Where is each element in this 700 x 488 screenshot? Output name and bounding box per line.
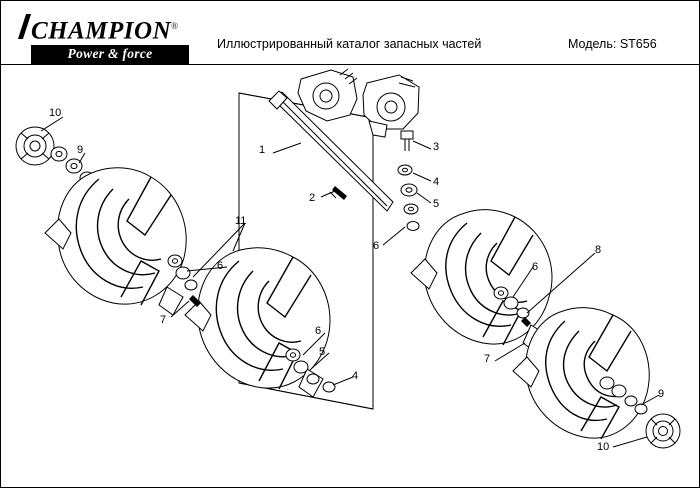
page-title: Иллюстрированный каталог запасных частей [217,37,482,51]
callout-11: 11 [235,215,247,227]
callout-9a: 9 [77,144,84,156]
gearbox-housing-left [298,69,357,121]
logo-tagline: Power & force [31,45,189,64]
washer-4 [398,165,412,175]
callout-9b: 9 [658,388,665,400]
callout-6a: 6 [373,240,380,252]
auger-blade-lower-left [185,248,330,397]
callout-7b: 7 [484,353,491,365]
logo-slash-mark [18,14,31,39]
callout-6c: 6 [315,325,322,337]
auger-blade-upper-left [45,168,186,315]
logo-wordmark [31,13,201,44]
callout-5b: 5 [319,346,326,358]
gearbox-housing-right [363,75,419,137]
bolt-head-3 [401,131,413,139]
washer-6 [404,204,418,214]
callout-2: 2 [309,192,316,204]
callout-8: 8 [595,244,602,256]
registered-trademark-icon: ® [171,21,179,31]
auger-blade-upper-right [411,210,552,353]
shear-pin [330,186,347,200]
logo-word-text: CHAMPION [31,17,172,45]
callout-1: 1 [259,144,266,156]
washer-6b [407,222,419,231]
model-label: Модель: ST656 [568,37,657,51]
callout-10b: 10 [597,441,610,453]
callout-5a: 5 [433,198,440,210]
champion-logo [31,13,201,62]
page-header [1,1,700,65]
callout-6d: 6 [532,261,539,273]
nut-5 [401,184,417,196]
callout-4a: 4 [433,176,440,188]
callout-6b: 6 [217,260,224,272]
washer-9a [51,147,67,161]
callout-4b: 4 [352,370,359,382]
bearing-assembly-right [646,414,680,448]
fastener-stack-top-right [398,131,419,231]
callout-3: 3 [433,141,440,153]
callout-7a: 7 [160,314,167,326]
callout-10a: 10 [49,107,62,119]
exploded-parts-diagram [1,65,700,488]
